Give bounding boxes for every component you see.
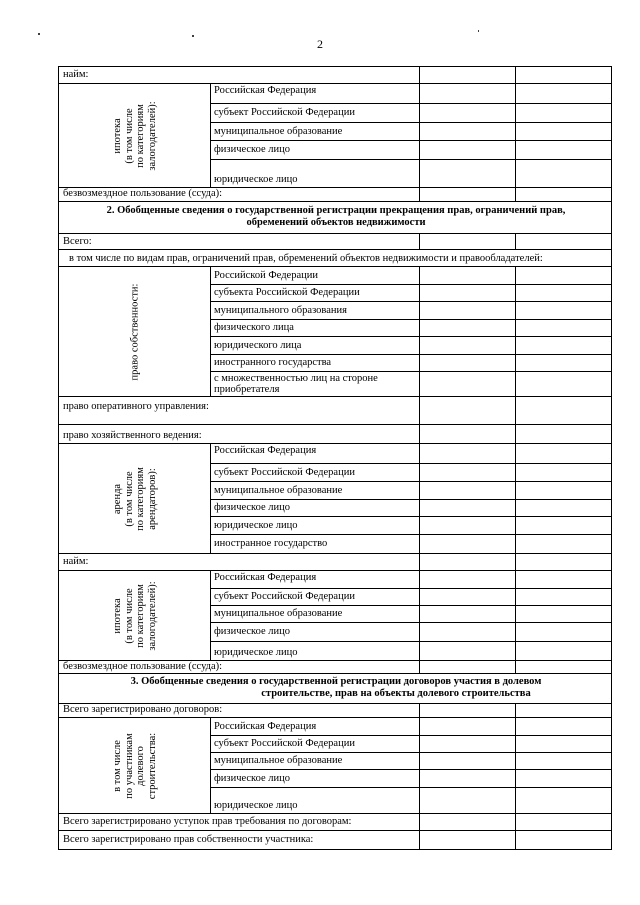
value-cell[interactable] — [420, 141, 516, 159]
table-row-by-type — [59, 250, 611, 267]
section-3-heading: 3. Обобщенные сведения о государственной регистрации договоров участия в долевом строительстве, прав на объекты долевого строительства — [130, 676, 542, 699]
row-label: безвозмездное пользование (ссуда): — [59, 661, 420, 673]
value-cell[interactable] — [420, 571, 516, 588]
item-label: юридическое лицо — [211, 642, 420, 660]
value-cell[interactable] — [420, 123, 516, 140]
table-row — [211, 482, 611, 500]
item-label: юридическое лицо — [211, 160, 420, 187]
group-label: в том числе по участникам долевого строительства: — [111, 732, 157, 799]
group-label: ипотека (в том числе по категориям залогодателей): — [111, 100, 157, 171]
row-label: в том числе по видам прав, ограничений прав, обременений объектов недвижимости и правообладателей: — [69, 253, 543, 264]
value-cell[interactable] — [516, 753, 613, 769]
value-cell[interactable] — [516, 500, 613, 516]
row-label: Всего зарегистрировано уступок прав требования по договорам: — [59, 814, 420, 830]
value-cell[interactable] — [516, 160, 613, 187]
table-row — [211, 623, 611, 642]
value-cell[interactable] — [516, 589, 613, 605]
value-cell[interactable] — [420, 661, 516, 673]
value-cell[interactable] — [516, 554, 613, 570]
scan-speck — [192, 35, 194, 37]
value-cell[interactable] — [420, 355, 516, 371]
registration-table — [58, 66, 612, 850]
value-cell[interactable] — [420, 554, 516, 570]
value-cell[interactable] — [516, 234, 613, 249]
section-2-heading-row — [59, 202, 611, 234]
value-cell[interactable] — [516, 84, 613, 103]
table-row-vsego — [59, 234, 611, 250]
table-row — [211, 535, 611, 554]
table-row — [211, 320, 611, 337]
item-label: муниципальное образование — [211, 606, 420, 622]
group-sobstvennost — [59, 267, 211, 397]
value-cell[interactable] — [516, 623, 613, 641]
table-row-sobstv-uchastnika — [59, 831, 611, 849]
item-label: муниципальное образование — [211, 753, 420, 769]
group-label: аренда (в том числе по категориям арендаторов): — [111, 466, 157, 531]
table-row — [211, 285, 611, 302]
value-cell[interactable] — [516, 104, 613, 122]
value-cell[interactable] — [420, 517, 516, 534]
table-row — [211, 84, 611, 104]
value-cell[interactable] — [516, 464, 613, 481]
table-row — [211, 736, 611, 753]
value-cell[interactable] — [420, 104, 516, 122]
group-uchastniki — [59, 718, 211, 814]
value-cell[interactable] — [516, 517, 613, 534]
table-row — [211, 517, 611, 535]
item-label: юридическое лицо — [211, 517, 420, 534]
value-cell[interactable] — [516, 606, 613, 622]
value-cell[interactable] — [516, 736, 613, 752]
value-cell[interactable] — [420, 285, 516, 301]
table-row — [211, 589, 611, 606]
value-cell[interactable] — [516, 718, 613, 735]
value-cell[interactable] — [420, 425, 516, 443]
table-row — [211, 500, 611, 517]
value-cell[interactable] — [420, 464, 516, 481]
table-row-operativ — [59, 397, 611, 425]
value-cell[interactable] — [420, 606, 516, 622]
row-label: Всего: — [59, 234, 420, 249]
item-label: физического лица — [211, 320, 420, 336]
item-label: Российская Федерация — [211, 444, 420, 463]
value-cell[interactable] — [420, 302, 516, 319]
value-cell[interactable] — [420, 500, 516, 516]
item-label: субъект Российской Федерации — [211, 104, 420, 122]
table-row-ustupki — [59, 814, 611, 831]
item-label: иностранное государство — [211, 535, 420, 553]
value-cell[interactable] — [516, 642, 613, 660]
value-cell[interactable] — [420, 188, 516, 201]
arenda-items — [211, 444, 611, 554]
value-cell[interactable] — [420, 444, 516, 463]
value-cell[interactable] — [420, 736, 516, 752]
group-arenda — [59, 444, 211, 554]
section-3-heading-row — [59, 674, 611, 704]
table-row — [211, 141, 611, 160]
value-cell[interactable] — [516, 425, 613, 443]
value-cell[interactable] — [516, 814, 613, 830]
value-cell[interactable] — [420, 397, 516, 424]
value-cell[interactable] — [420, 320, 516, 336]
item-label: Российская Федерация — [211, 571, 420, 588]
table-row — [211, 642, 611, 661]
item-label: физическое лицо — [211, 623, 420, 641]
table-row — [211, 788, 611, 814]
table-row — [211, 302, 611, 320]
row-label: безвозмездное пользование (ссуда): — [59, 188, 420, 201]
value-cell[interactable] — [420, 234, 516, 249]
value-cell[interactable] — [516, 320, 613, 336]
item-label: физическое лицо — [211, 141, 420, 159]
table-row — [211, 753, 611, 770]
value-cell[interactable] — [516, 661, 613, 673]
table-row — [211, 770, 611, 788]
value-cell[interactable] — [420, 642, 516, 660]
value-cell[interactable] — [516, 397, 613, 424]
row-label: Всего зарегистрировано прав собственности участника: — [59, 831, 420, 849]
group-ipoteka-top — [59, 84, 211, 188]
table-row-naim-top — [59, 67, 611, 84]
row-label: Всего зарегистрировано договоров: — [59, 704, 420, 717]
item-label: Российской Федерации — [211, 267, 420, 284]
value-cell[interactable] — [420, 160, 516, 187]
table-row-bezvozmezdnoe — [59, 661, 611, 674]
group-label: право собственности: — [128, 283, 140, 380]
ipoteka-items — [211, 571, 611, 661]
table-row — [211, 355, 611, 372]
group-ipoteka — [59, 571, 211, 661]
value-cell[interactable] — [420, 753, 516, 769]
table-row — [211, 444, 611, 464]
item-label: муниципального образования — [211, 302, 420, 319]
value-cell[interactable] — [420, 788, 516, 813]
value-cell[interactable] — [420, 337, 516, 354]
item-label: юридическое лицо — [211, 788, 420, 813]
scan-speck — [478, 30, 479, 32]
value-cell[interactable] — [420, 623, 516, 641]
value-cell[interactable] — [516, 535, 613, 553]
table-row — [211, 372, 611, 397]
item-label: физическое лицо — [211, 500, 420, 516]
value-cell[interactable] — [420, 589, 516, 605]
scan-speck — [38, 33, 40, 35]
item-label: муниципальное образование — [211, 482, 420, 499]
ipoteka-top-items — [211, 84, 611, 188]
value-cell[interactable] — [516, 770, 613, 787]
value-cell[interactable] — [516, 444, 613, 463]
value-cell[interactable] — [420, 372, 516, 396]
page-number: 2 — [317, 37, 323, 51]
table-row — [211, 267, 611, 285]
group-label: ипотека (в том числе по категориям залогодателей): — [111, 580, 157, 651]
value-cell[interactable] — [420, 535, 516, 553]
value-cell[interactable] — [516, 372, 613, 396]
table-row-naim — [59, 554, 611, 571]
value-cell[interactable] — [516, 788, 613, 813]
item-label: субъекта Российской Федерации — [211, 285, 420, 301]
item-label: юридического лица — [211, 337, 420, 354]
item-label: Российская Федерация — [211, 84, 420, 103]
table-row — [211, 606, 611, 623]
item-label: субъект Российской Федерации — [211, 736, 420, 752]
sobstvennost-items — [211, 267, 611, 397]
item-label: субъект Российской Федерации — [211, 589, 420, 605]
table-row — [211, 571, 611, 589]
value-cell[interactable] — [420, 84, 516, 103]
row-label: право хозяйственного ведения: — [59, 425, 420, 443]
item-label: субъект Российской Федерации — [211, 464, 420, 481]
table-row — [211, 104, 611, 123]
value-cell[interactable] — [420, 718, 516, 735]
value-cell[interactable] — [516, 188, 613, 201]
item-label: муниципальное образование — [211, 123, 420, 140]
value-cell[interactable] — [420, 482, 516, 499]
value-cell[interactable] — [420, 770, 516, 787]
value-cell[interactable] — [516, 482, 613, 499]
value-cell[interactable] — [420, 67, 516, 83]
item-label: с множественностью лиц на стороне приобретателя — [211, 372, 420, 396]
row-label: найм: — [59, 67, 420, 83]
value-cell[interactable] — [420, 831, 516, 849]
table-row — [211, 464, 611, 482]
value-cell[interactable] — [516, 355, 613, 371]
value-cell[interactable] — [420, 704, 516, 717]
row-label: найм: — [59, 554, 420, 570]
uchastniki-items — [211, 718, 611, 814]
table-row — [211, 160, 611, 188]
item-label: иностранного государства — [211, 355, 420, 371]
value-cell[interactable] — [516, 831, 613, 849]
value-cell[interactable] — [420, 814, 516, 830]
table-row-hoz — [59, 425, 611, 444]
value-cell[interactable] — [516, 267, 613, 284]
item-label: физическое лицо — [211, 770, 420, 787]
section-2-heading: 2. Обобщенные сведения о государственной регистрации прекращения прав, ограничений прав, обременений объектов недвижимости — [106, 205, 566, 228]
table-row — [211, 337, 611, 355]
value-cell[interactable] — [516, 302, 613, 319]
value-cell[interactable] — [516, 67, 613, 83]
table-row — [211, 123, 611, 141]
table-row-vsego-dogovorov — [59, 704, 611, 718]
value-cell[interactable] — [516, 285, 613, 301]
table-row — [211, 718, 611, 736]
value-cell[interactable] — [516, 123, 613, 140]
value-cell[interactable] — [516, 571, 613, 588]
value-cell[interactable] — [516, 337, 613, 354]
table-row-bezvozmezdnoe-top — [59, 188, 611, 202]
value-cell[interactable] — [516, 141, 613, 159]
item-label: Российская Федерация — [211, 718, 420, 735]
value-cell[interactable] — [420, 267, 516, 284]
value-cell[interactable] — [516, 704, 613, 717]
row-label: право оперативного управления: — [59, 397, 420, 424]
